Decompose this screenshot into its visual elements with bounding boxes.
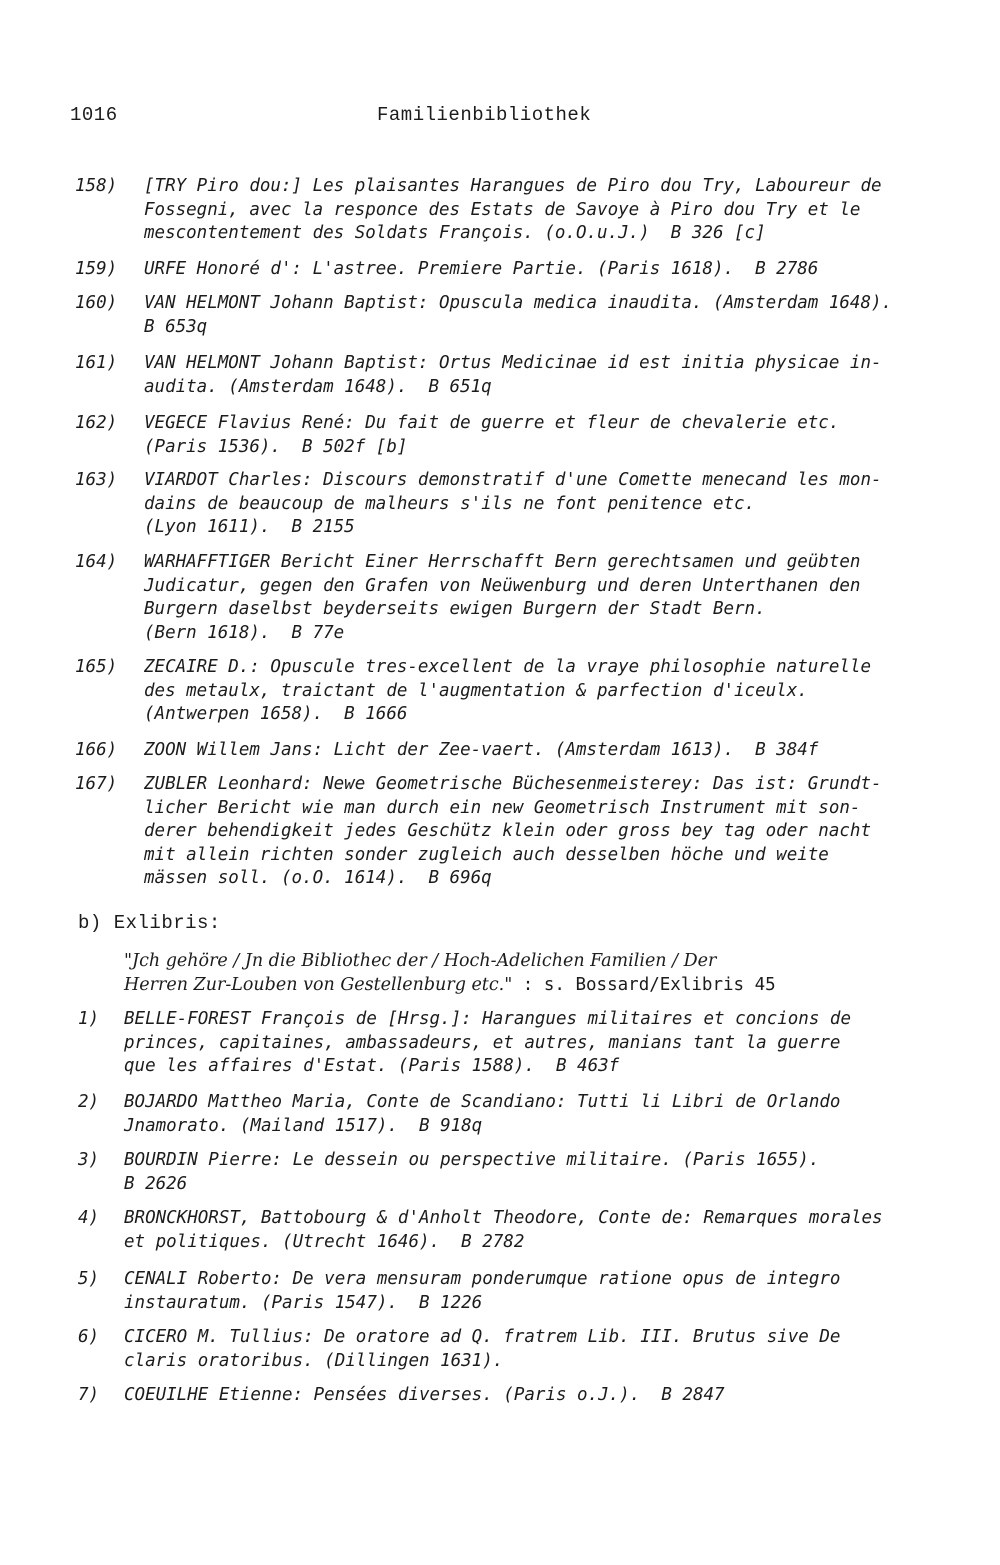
entry-text	[144, 551, 934, 645]
exlibris-quote	[124, 950, 924, 998]
entry-line: Judicatur, gegen den Grafen von Neüwenburg und deren Unterthanen den	[144, 575, 861, 596]
entry-text	[144, 656, 934, 727]
entry-line: (Bern 1618). B 77e	[144, 622, 345, 643]
entry-line: BELLE-FOREST François de [Hrsg.]: Harangues militaires et concions de	[124, 1009, 851, 1029]
entry-number: 7)	[78, 1385, 100, 1405]
entry-line: audita. (Amsterdam 1648). B 651q	[144, 376, 492, 397]
entry-line: VAN HELMONT Johann Baptist: Ortus Medicinae id est initia physicae in-	[144, 353, 882, 373]
entry-number: 5)	[78, 1269, 100, 1289]
entry-line: COEUILHE Etienne: Pensées diverses. (Paris o.J.). B 2847	[124, 1385, 725, 1405]
entry-number: 167)	[75, 774, 118, 794]
entry-number: 6)	[78, 1327, 100, 1347]
entry-line: (Paris 1536). B 502f [b]	[144, 436, 408, 457]
entry-text	[124, 1149, 914, 1196]
entry-number: 163)	[75, 470, 118, 490]
entry-line: URFE Honoré d': L'astree. Premiere Partie. (Paris 1618). B 2786	[144, 259, 819, 279]
entry-line: B 653q	[144, 316, 208, 337]
entry-line: mit allein richten sonder zugleich auch desselben höche und weite	[144, 844, 829, 865]
entry-line: instauratum. (Paris 1547). B 1226	[124, 1292, 483, 1313]
entry-line: licher Bericht wie man durch ein new Geometrisch Instrument mit son-	[144, 797, 861, 818]
entry-text	[124, 1268, 914, 1315]
entry-line: princes, capitaines, ambassadeurs, et autres, manians tant la guerre	[124, 1032, 841, 1053]
entry-number: 1)	[78, 1009, 100, 1029]
entry-line: VIARDOT Charles: Discours demonstratif d'une Comette menecand les mon-	[144, 470, 882, 490]
entry-line: Burgern daselbst beyderseits ewigen Burgern der Stadt Bern.	[144, 599, 766, 619]
entry-line: ZOON Willem Jans: Licht der Zee-vaert. (Amsterdam 1613). B 384f	[144, 740, 819, 760]
entry-line: (Lyon 1611). B 2155	[144, 517, 355, 537]
entry-line: VAN HELMONT Johann Baptist: Opuscula medica inaudita. (Amsterdam 1648).	[144, 293, 893, 313]
entry-line: mescontentement des Soldats François. (o.O.u.J.) B 326 [c]	[144, 223, 766, 243]
entry-line: claris oratoribus. (Dillingen 1631).	[124, 1350, 504, 1371]
entry-line: Jnamorato. (Mailand 1517). B 918q	[124, 1115, 483, 1136]
entry-line: WARHAFFTIGER Bericht Einer Herrschafft Bern gerechtsamen und geübten	[144, 552, 861, 572]
entry-line: BRONCKHORST, Battobourg & d'Anholt Theodore, Conte de: Remarques morales	[124, 1208, 883, 1228]
entry-text	[124, 1326, 914, 1373]
entry-number: 160)	[75, 293, 118, 313]
entry-line: BOJARDO Mattheo Maria, Conte de Scandiano: Tutti li Libri de Orlando	[124, 1092, 841, 1112]
entry-line: mässen soll. (o.O. 1614). B 696q	[144, 868, 492, 888]
entry-text	[124, 1008, 914, 1079]
entry-line: ZUBLER Leonhard: Newe Geometrische Büchesenmeisterey: Das ist: Grundt-	[144, 774, 882, 794]
entry-text	[144, 258, 934, 282]
entry-text	[144, 352, 934, 399]
entry-line: Fossegni, avec la responce des Estats de Savoye à Piro dou Try et le	[144, 199, 861, 220]
entry-number: 158)	[75, 176, 118, 196]
entry-text	[144, 412, 934, 459]
entry-number: 165)	[75, 657, 118, 677]
entry-number: 161)	[75, 353, 118, 373]
exlibris-reference: : s. Bossard/Exlibris 45	[512, 974, 776, 995]
entry-text	[124, 1384, 914, 1408]
entry-number: 166)	[75, 740, 118, 760]
entry-line: ZECAIRE D.: Opuscule tres-excellent de la vraye philosophie naturelle	[144, 657, 871, 677]
entry-line: CENALI Roberto: De vera mensuram ponderumque ratione opus de integro	[124, 1269, 841, 1289]
entry-line: VEGECE Flavius René: Du fait de guerre et fleur de chevalerie etc.	[144, 413, 840, 433]
entry-line: BOURDIN Pierre: Le dessein ou perspective militaire. (Paris 1655).	[124, 1150, 820, 1170]
running-title: Familienbibliothek	[377, 104, 592, 126]
entry-line: CICERO M. Tullius: De oratore ad Q. fratrem Lib. III. Brutus sive De	[124, 1327, 841, 1347]
entry-number: 164)	[75, 552, 118, 572]
entry-text	[144, 773, 934, 891]
entry-text	[144, 469, 934, 540]
entry-text	[144, 175, 934, 246]
entry-text	[124, 1091, 914, 1138]
section-heading: b) Exlibris:	[78, 912, 221, 934]
entry-text	[144, 739, 934, 763]
entry-number: 3)	[78, 1150, 100, 1170]
exlibris-line-script: Herren Zur-Louben von Gestellenburg etc."	[124, 974, 513, 995]
entry-number: 159)	[75, 259, 118, 279]
entry-line: dains de beaucoup de malheurs s'ils ne font penitence etc.	[144, 493, 756, 514]
exlibris-line	[124, 974, 924, 999]
entry-line: (Antwerpen 1658). B 1666	[144, 704, 408, 724]
entry-number: 4)	[78, 1208, 100, 1228]
entry-text	[144, 292, 934, 339]
exlibris-line: "Jch gehöre / Jn die Bibliothec der / Hoch-Adelichen Familien / Der	[124, 951, 717, 971]
entry-line: derer behendigkeit jedes Geschütz klein oder gross bey tag oder nacht	[144, 821, 871, 841]
entry-line: des metaulx, traictant de l'augmentation & parfection d'iceulx.	[144, 680, 808, 701]
page-number: 1016	[70, 104, 118, 126]
entry-text	[124, 1207, 914, 1254]
page-header	[70, 104, 930, 128]
entry-line: B 2626	[124, 1173, 188, 1194]
entry-line: [TRY Piro dou:] Les plaisantes Harangues de Piro dou Try, Laboureur de	[144, 176, 882, 196]
entry-number: 162)	[75, 413, 118, 433]
entry-line: que les affaires d'Estat. (Paris 1588). B 463f	[124, 1056, 620, 1076]
entry-line: et politiques. (Utrecht 1646). B 2782	[124, 1231, 525, 1252]
entry-number: 2)	[78, 1092, 100, 1112]
